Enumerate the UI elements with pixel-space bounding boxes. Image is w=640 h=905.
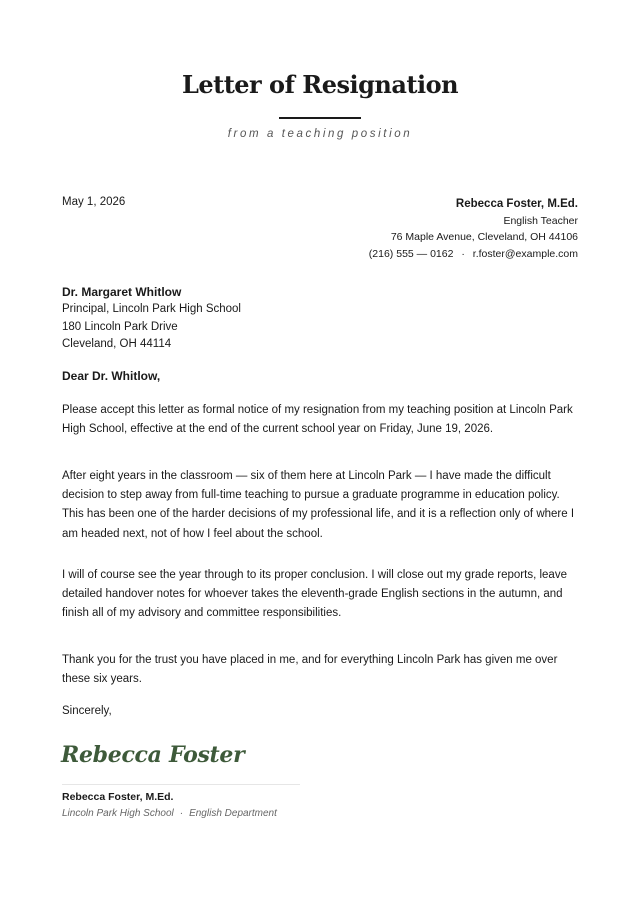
handwritten-signature: Rebecca Foster [61, 742, 245, 768]
signature-affiliation [62, 808, 277, 819]
sender-block [369, 196, 578, 263]
signature-department: English Department [189, 808, 277, 819]
body-paragraph: Please accept this letter as formal notice of my resignation from my teaching position at Lincoln Park High School, effective at the end of the current school year on Friday, June 19, 2026. [62, 404, 573, 436]
salutation: Dear Dr. Whitlow, [62, 369, 161, 383]
body-paragraph: After eight years in the classroom — six of them here at Lincoln Park — I have made the difficult decision to step away from full-time teaching to pursue a graduate programme in education policy. This has been one of the harder decisions of my professional life, and it is a reflection only of where I am headed next, not of how I feel about the school. [62, 470, 575, 540]
signature-school: Lincoln Park High School [62, 808, 174, 819]
page-title: Letter of Resignation [181, 70, 459, 99]
recipient-city: Cleveland, OH 44114 [62, 337, 172, 350]
signature-printed-name: Rebecca Foster, M.Ed. [62, 791, 174, 803]
signature-divider [62, 784, 300, 785]
page-subtitle: from a teaching position [227, 128, 413, 140]
sender-address: 76 Maple Avenue, Cleveland, OH 44106 [390, 231, 578, 244]
sender-email: r.foster@example.com [472, 248, 578, 261]
recipient-block [62, 284, 241, 353]
closing: Sincerely, [62, 705, 112, 717]
letter-date: May 1, 2026 [62, 196, 126, 208]
contact-separator: · [461, 248, 465, 261]
recipient-name: Dr. Margaret Whitlow [62, 285, 182, 299]
sender-role: English Teacher [503, 214, 578, 227]
recipient-street: 180 Lincoln Park Drive [62, 320, 178, 333]
sender-name: Rebecca Foster, M.Ed. [455, 198, 578, 210]
recipient-title: Principal, Lincoln Park High School [62, 303, 241, 316]
body-paragraph: Thank you for the trust you have placed in me, and for everything Lincoln Park has given me over these six years. [62, 654, 558, 686]
sender-phone: (216) 555 — 0162 [368, 248, 454, 261]
sender-contact [369, 246, 578, 263]
body-paragraph: I will of course see the year through to its proper conclusion. I will close out my grade reports, leave detailed handover notes for whoever takes the eleventh-grade English sections in the autumn, and finish all of my advisory and committee responsibilities. [62, 569, 567, 620]
title-divider [279, 117, 361, 119]
affiliation-separator: · [179, 808, 184, 819]
